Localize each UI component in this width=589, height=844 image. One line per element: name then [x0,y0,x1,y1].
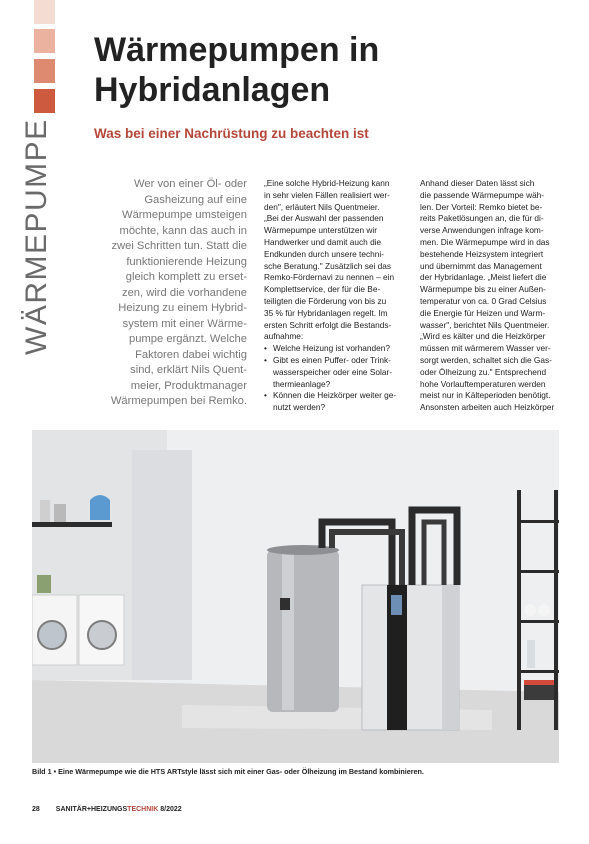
dryer-door [88,621,116,649]
shelf-board [517,570,559,573]
text-line: Wärmepumpe umsteigen [122,209,247,221]
text-line: den", erläutert Nils Quentmeier. [264,201,380,212]
article-photo [32,430,559,763]
text-line: Ansonsten arbeiten auch Heizkörper [420,402,555,413]
text-line: der Hybridanlage. „Meist liefert die [420,272,547,283]
bullet-line: • Können die Heizkörper weiter ge- [273,390,397,401]
text-line: Faktoren dabei wichtig [135,348,247,361]
article-title [94,30,379,110]
washer-door [38,621,66,649]
text-line: gleich komplett zu erset- [125,271,247,283]
magazine-name: SANITÄR+HEIZUNGS [55,806,128,813]
text-line: Gasheizung auf eine [144,193,247,206]
heat-pump-shadow [442,585,459,730]
bullet-line: • Gibt es einen Puffer- oder Trink- [273,354,391,365]
bottle [527,640,535,668]
text-line: Heizung zu einem Hybrid- [118,302,247,314]
paper-roll [524,604,536,616]
text-line: sorgt werden, schaltet sich die Gas- [420,354,552,365]
text-line: Komplettservice, der für die Be- [264,284,381,295]
text-line: ersten Schritt erfolgt die Bestands- [264,319,392,330]
bullet-line: thermieanlage? [273,378,331,389]
color-swatch-4 [34,89,55,113]
shelf-board [517,670,559,673]
shelf-board [517,620,559,623]
text-line: wasser", berichtet Nils Quentmeier. [420,319,550,330]
color-swatch-2 [34,29,55,53]
text-line: „Eine solche Hybrid-Heizung kann [264,178,390,188]
body-column-2 [264,178,406,414]
text-line: system mit einer Wärme- [122,317,247,330]
text-line: oder Ölheizung zu." Entsprechend [420,366,547,377]
door-opening [132,450,192,680]
color-swatch-1 [34,0,55,24]
page-footer [32,806,182,813]
bullet-line: wasserspeicher oder eine Solar- [273,366,392,377]
text-line: und übernimmt das Management [420,260,542,271]
section-label-vertical: WÄRMEPUMPE [20,118,53,355]
shelf-item [54,504,66,522]
text-line: men. Die Wärmepumpe wird in das [420,236,550,247]
text-line: teiligten die Förderung von bis zu [264,295,387,306]
storage-tank-highlight [282,552,294,710]
text-line: hohe Vorlauftemperaturen werden [420,378,546,389]
color-swatch-3 [34,59,55,83]
text-line: temperatur von ca. 0 Grad Celsius [420,295,547,306]
text-line: die Energie für Heizen und Warm- [420,307,546,318]
text-line: Handwerker und damit auch die [264,236,382,247]
bullet-item [264,390,406,414]
heat-pump-display [391,595,402,615]
title-line: Hybridanlagen [94,71,331,109]
bullet-line: • Welche Heizung ist vorhanden? [273,343,390,354]
text-line: Wärmepumpe unterstützen wir [264,225,377,236]
paper-roll [538,604,550,616]
text-line: in sehr vielen Fällen realisiert wer- [264,189,390,200]
text-line: Endkunden durch unsere techni- [264,248,384,259]
bullet-line: nutzt werden? [273,402,326,413]
text-line: meier, Produktmanager [130,379,247,392]
shelf-post [517,490,521,730]
text-line: möchte, kann das auch in [119,224,247,237]
text-line: aufnahme: [264,331,304,342]
lead-paragraph [93,177,247,410]
magazine-name-accent: TECHNIK [127,806,159,813]
tank-label [280,598,290,610]
text-line: bestehende Heizsystem integriert [420,248,544,259]
text-line: zen, wird die vorhandene [121,286,247,299]
storage-tank-top [267,545,339,555]
article-subtitle: Was bei einer Nachrüstung zu beachten ist [94,126,369,141]
text-line: sche Beratung." Zusätzlich sei das [264,260,392,271]
photo-caption: Bild 1 • Eine Wärmepumpe wie die HTS ARTstyle lässt sich mit einer Gas- oder Ölheizung im Bestand kombinieren. [32,767,424,776]
text-line: sind, erklärt Nils Quent- [130,364,247,376]
shelf-item [40,500,50,522]
text-line: Remko-Fördernavi zu nennen – ein [264,272,395,283]
text-line: müssen mit wärmerem Wasser ver- [420,343,551,354]
body-column-3 [420,178,562,414]
watering-can [90,495,110,520]
text-line: die passende Wärmepumpe wäh- [420,189,545,200]
storage-tank [267,550,339,712]
plant [37,575,51,593]
text-line: funktionierende Heizung [126,255,247,268]
text-line: „Bei der Auswahl der passenden [264,213,384,224]
bullet-item [264,343,406,355]
toolbox-accent [524,680,554,685]
text-line: „Wird es kälter und die Heizkörper [420,331,546,342]
text-line: 35 % für Hybridanlagen regelt. Im [264,307,388,318]
issue-number: 8/2022 [160,806,182,813]
text-line: Wärmepumpe bis zu einer Außen- [420,284,546,295]
shelf-post [554,490,558,730]
text-line: verse Anwendungen infrage kom- [420,225,544,236]
text-line: len. Der Vorteil: Remko bietet be- [420,201,543,212]
page-number: 28 [32,806,40,813]
text-line: zwei Schritten tun. Statt die [111,240,247,252]
text-line: Wer von einer Öl- oder [134,178,247,190]
bullet-item [264,355,406,390]
text-line: Anhand dieser Daten lässt sich [420,178,535,188]
text-line: reits Paketlösungen an, die für di- [420,213,544,224]
text-line: Wärmepumpen bei Remko. [110,395,247,407]
text-line: meist nur in Kälteperioden benötigt. [420,390,551,401]
text-line: pumpe ergänzt. Welche [129,333,247,345]
shelf-board [517,520,559,523]
wall-shelf [32,522,112,527]
title-line: Wärmepumpen in [94,31,380,69]
